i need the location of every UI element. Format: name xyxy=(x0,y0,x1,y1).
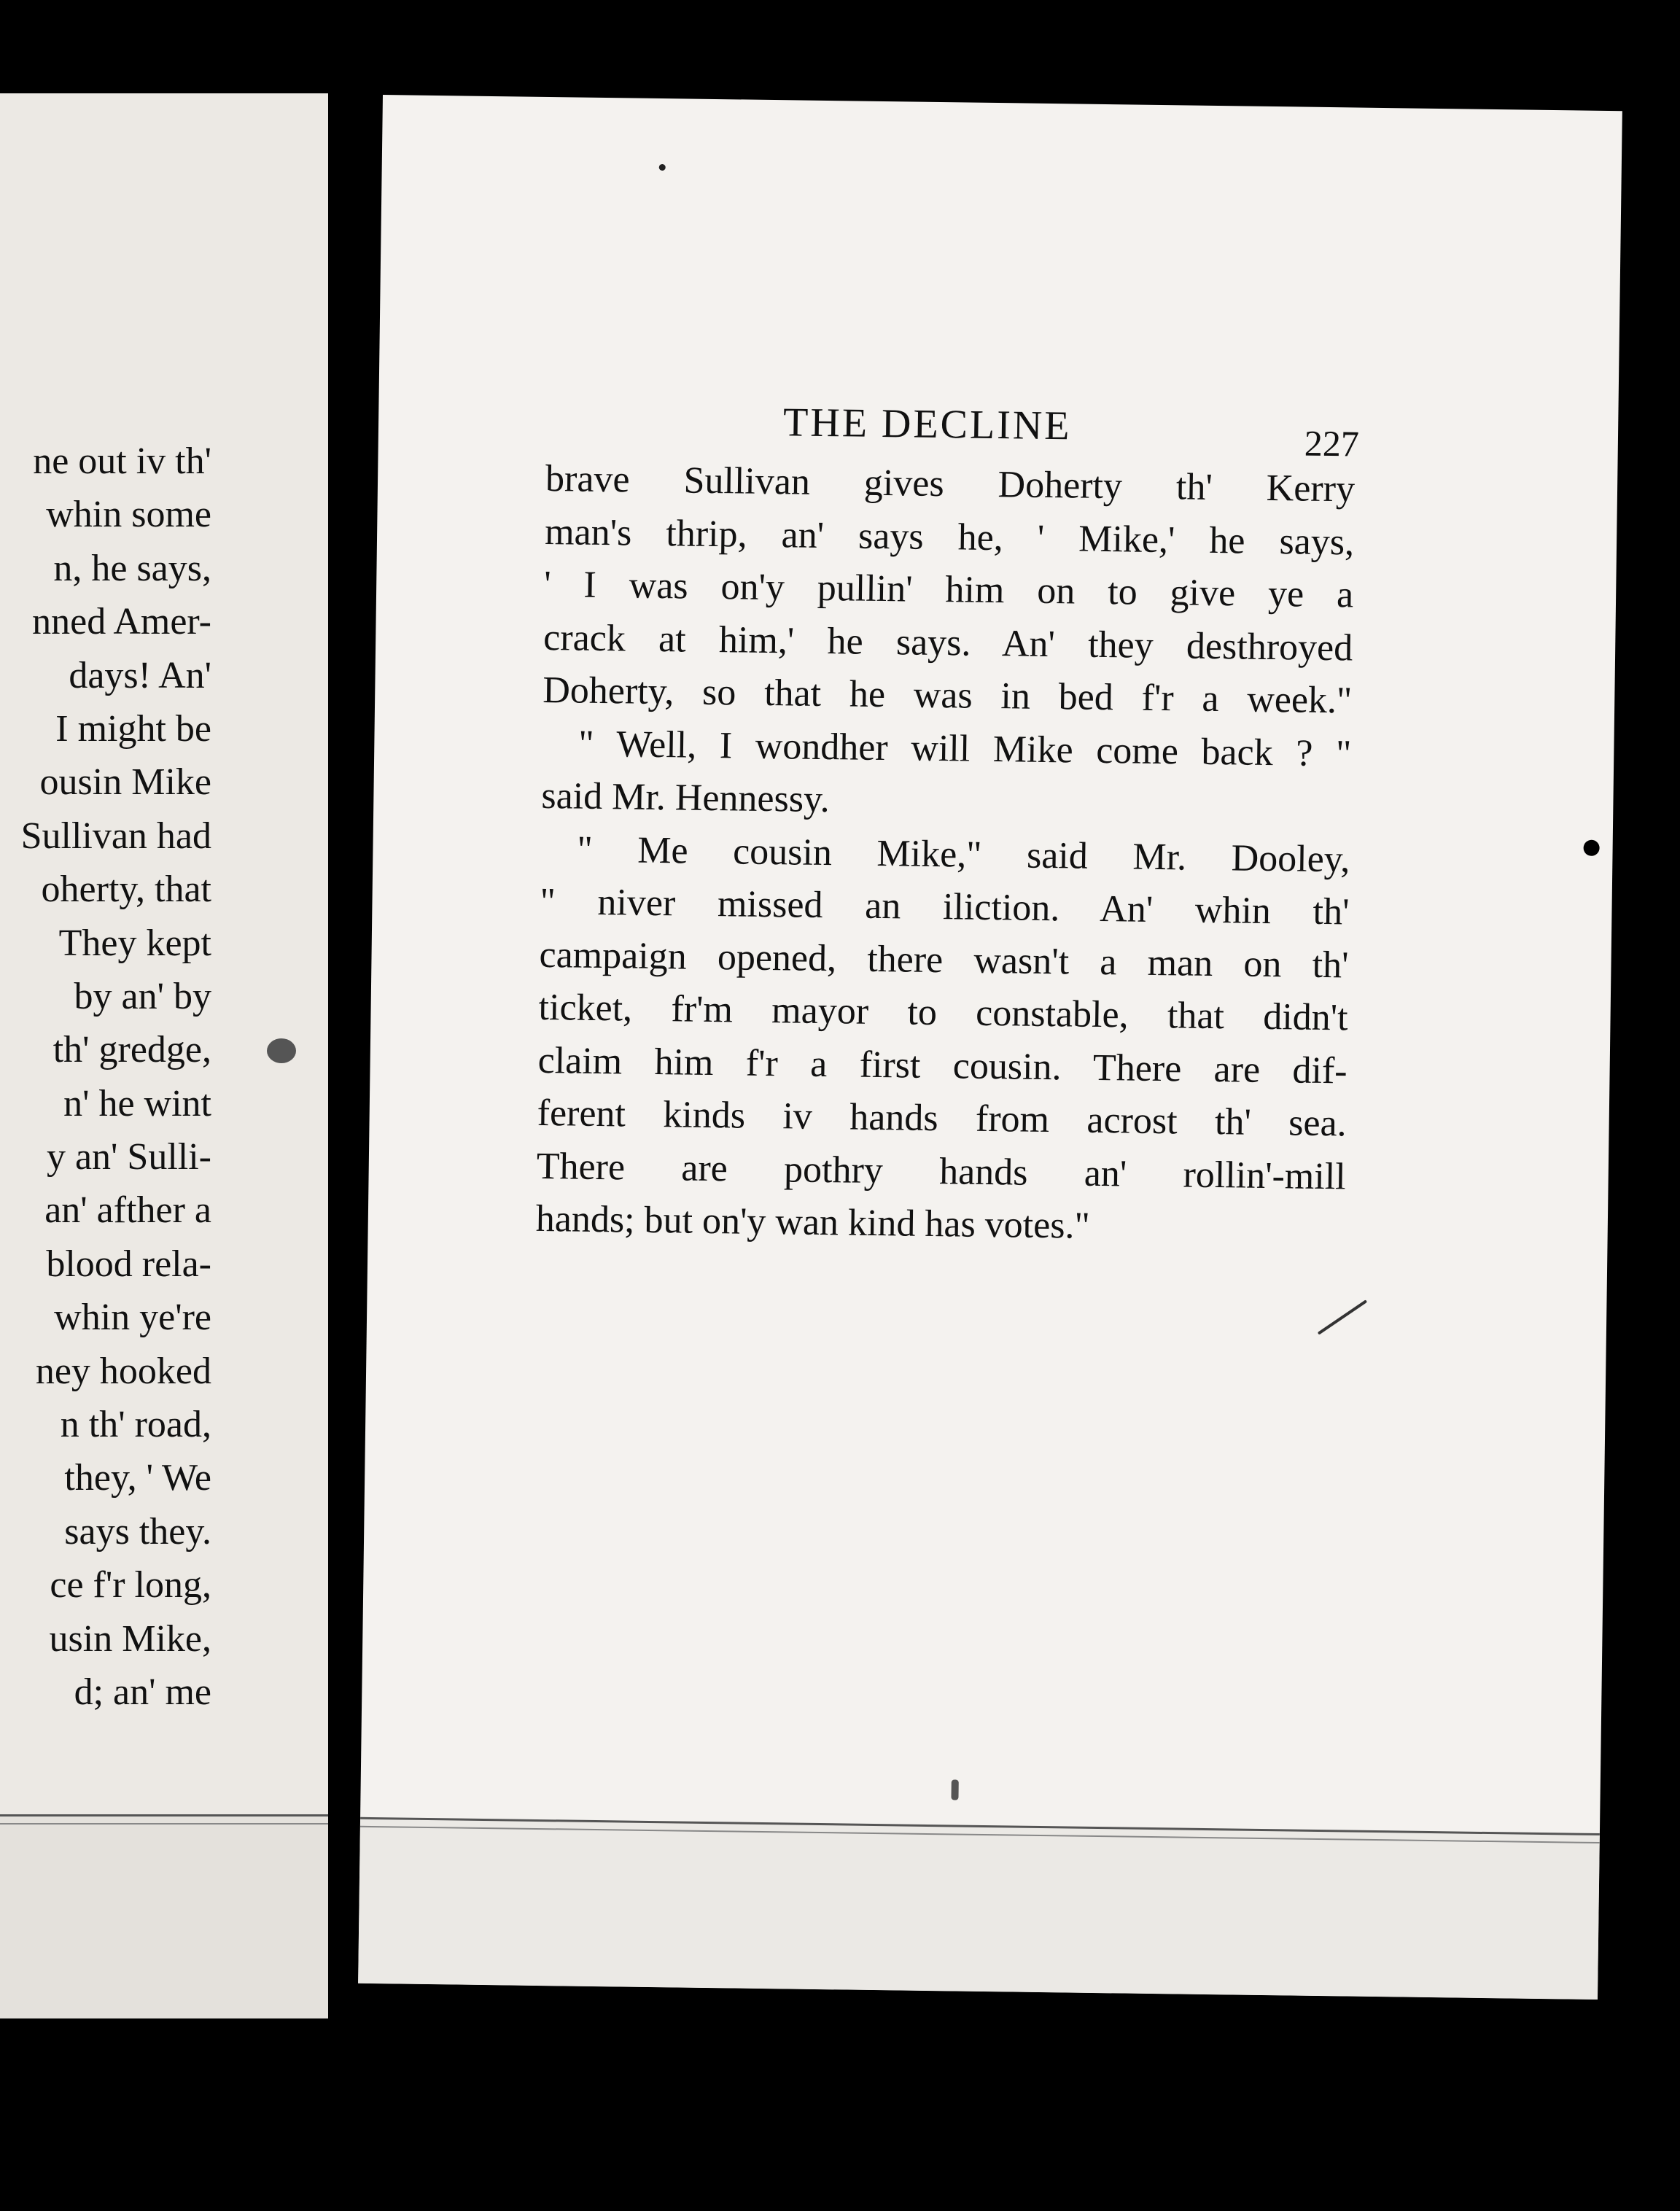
text-line: There are pothry hands an' rollin'-mill xyxy=(536,1145,1347,1197)
left-line: I might be xyxy=(55,707,211,750)
left-line: they, ' We xyxy=(64,1457,211,1499)
ink-dot xyxy=(1583,840,1599,856)
text-line: " Me cousin Mike," said Mr. Dooley, xyxy=(577,828,1350,880)
text-line: ticket, fr'm mayor to constable, that didn't xyxy=(538,986,1348,1039)
left-line: by an' by xyxy=(74,975,211,1017)
dust-mark xyxy=(951,1779,958,1800)
left-line: y an' Sulli- xyxy=(46,1136,211,1178)
page-number: 227 xyxy=(1304,422,1360,465)
left-line: usin Mike, xyxy=(49,1617,211,1660)
left-line: whin some xyxy=(46,494,211,536)
left-line: d; an' me xyxy=(74,1671,211,1713)
text-line: Doherty, so that he was in bed f'r a week." xyxy=(542,669,1353,722)
text-line: " niver missed an iliction. An' whin th' xyxy=(540,880,1350,933)
left-line: an' afther a xyxy=(44,1189,211,1232)
left-line: Sullivan had xyxy=(20,815,211,857)
running-title: THE DECLINE xyxy=(782,400,1072,449)
text-line: " Well, I wondher will Mike come back ? " xyxy=(578,723,1352,774)
text-line: brave Sullivan gives Doherty th' Kerry xyxy=(545,457,1356,510)
body-text xyxy=(535,453,1355,1256)
text-line: campaign opened, there wasn't a man on th' xyxy=(539,933,1349,986)
left-line: ney hooked xyxy=(35,1350,211,1392)
left-line: n, he says, xyxy=(53,547,211,589)
left-line: th' gredge, xyxy=(52,1029,211,1071)
text-line: hands; but on'y wan kind has votes." xyxy=(535,1197,1091,1247)
text-line: ferent kinds iv hands from acrost th' sea. xyxy=(537,1092,1348,1145)
pen-stroke-mark xyxy=(1318,1299,1367,1334)
left-line: says they. xyxy=(64,1510,211,1553)
left-line: n' he wint xyxy=(63,1082,211,1124)
text-line: crack at him,' he says. An' they desthroyed xyxy=(542,616,1353,669)
text-line: ' I was on'y pullin' him on to give ye a xyxy=(543,563,1354,616)
dust-speck xyxy=(659,164,666,171)
left-line: blood rela- xyxy=(46,1243,211,1285)
left-line: ne out iv th' xyxy=(33,440,211,482)
text-line: said Mr. Hennessy. xyxy=(541,774,831,821)
left-line: ousin Mike xyxy=(39,761,211,804)
left-line: They kept xyxy=(58,922,211,964)
left-line: whin ye're xyxy=(54,1297,211,1339)
right-page xyxy=(358,95,1622,2000)
left-line: days! An' xyxy=(69,654,211,696)
left-line: oherty, that xyxy=(41,869,211,911)
left-line: n th' road, xyxy=(60,1404,211,1446)
left-line: ce f'r long, xyxy=(50,1564,211,1606)
text-line: man's thrip, an' says he, ' Mike,' he says, xyxy=(544,510,1355,563)
ink-blot xyxy=(267,1038,296,1063)
left-line: nned Amer- xyxy=(32,601,211,643)
left-page-text xyxy=(0,435,211,1719)
text-line: claim him f'r a first cousin. There are dif- xyxy=(537,1039,1348,1092)
right-page-lower-margin xyxy=(358,1819,1600,2000)
